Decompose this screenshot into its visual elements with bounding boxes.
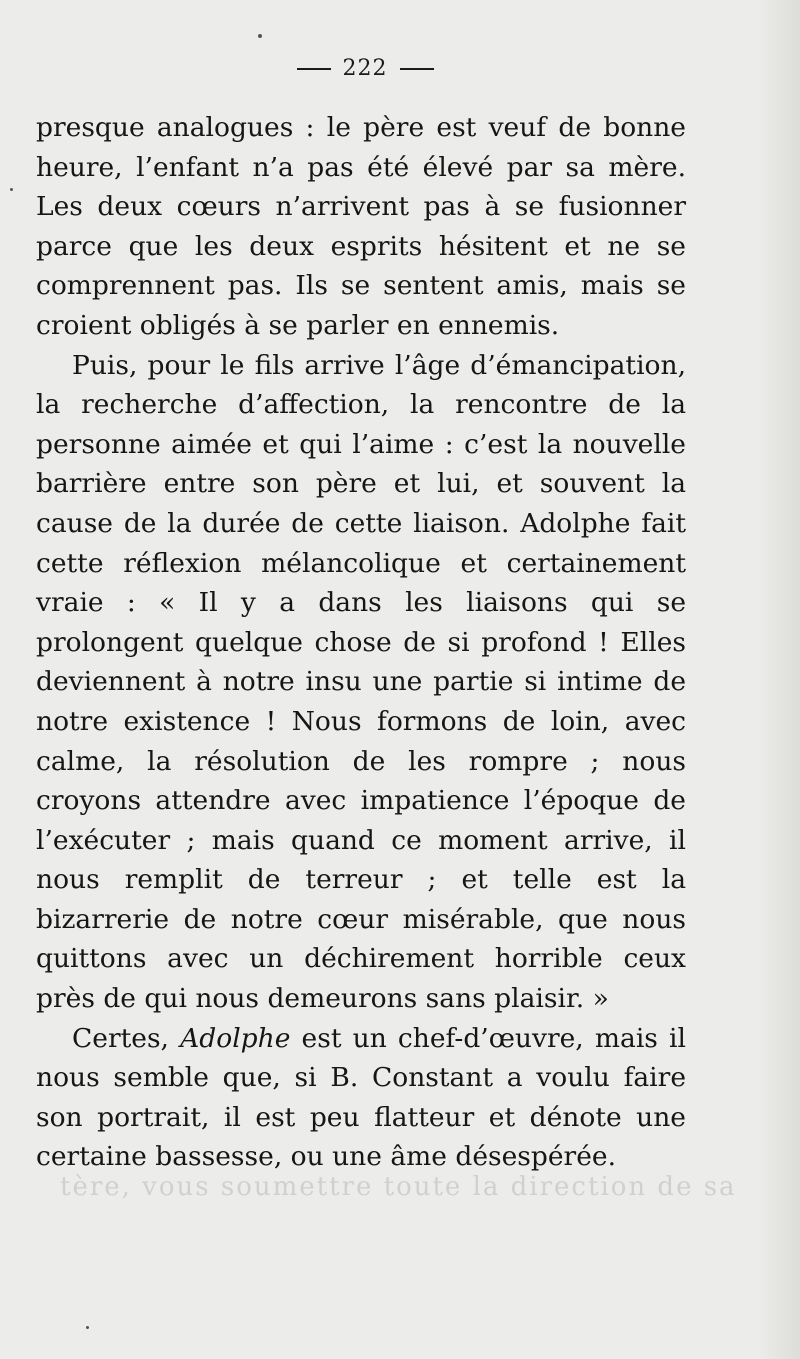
book-title-italic: Adolphe (180, 1022, 291, 1054)
paper-speck (258, 34, 262, 38)
page-body (36, 108, 686, 1177)
paragraph-3-rest: est un chef-d’œuvre, mais il nous semble que, si B. Constant a voulu faire son portrait, il est peu flatteur et dénote une certaine bassesse, ou une âme désespérée. (36, 1022, 686, 1173)
bleed-through-text: tère, vous soumettre toute la direction de sa (60, 1172, 737, 1202)
paper-speck (10, 188, 13, 191)
folio-dash-left (297, 68, 331, 70)
page-number-header (0, 56, 730, 81)
paper-speck (86, 1326, 89, 1329)
paragraph-3 (36, 1019, 686, 1177)
paragraph-3-start: Certes, (72, 1022, 181, 1054)
paragraph-2: Puis, pour le fils arrive l’âge d’émancipation, la recherche d’affection, la rencontre de la personne aimée et qui l’aime : c’est la nouvelle barrière entre son père et lui, et souvent la cause de la durée de cette liaison. Adolphe fait cette réflexion mélancolique et certainement vraie : « Il y a dans les liaisons qui se prolongent quelque chose de si profond ! Elles deviennent à notre insu une partie si intime de notre existence ! Nous formons de loin, avec calme, la résolution de les rompre ; nous croyons attendre avec impatience l’époque de l’exécuter ; mais quand ce moment arrive, il nous remplit de terreur ; et telle est la bizarrerie de notre cœur misérable, que nous quittons avec un déchirement horrible ceux près de qui nous demeurons sans plaisir. » (36, 349, 686, 1015)
page-number: 222 (342, 56, 388, 81)
folio-dash-right (400, 68, 434, 70)
paragraph-1: presque analogues : le père est veuf de bonne heure, l’enfant n’a pas été élevé par sa mère. Les deux cœurs n’arrivent pas à se fusionner parce que les deux esprits hésitent et ne se comprennent pas. Ils se sentent amis, mais se croient obligés à se parler en ennemis. (36, 112, 686, 341)
page-edge-shadow (758, 0, 800, 1359)
